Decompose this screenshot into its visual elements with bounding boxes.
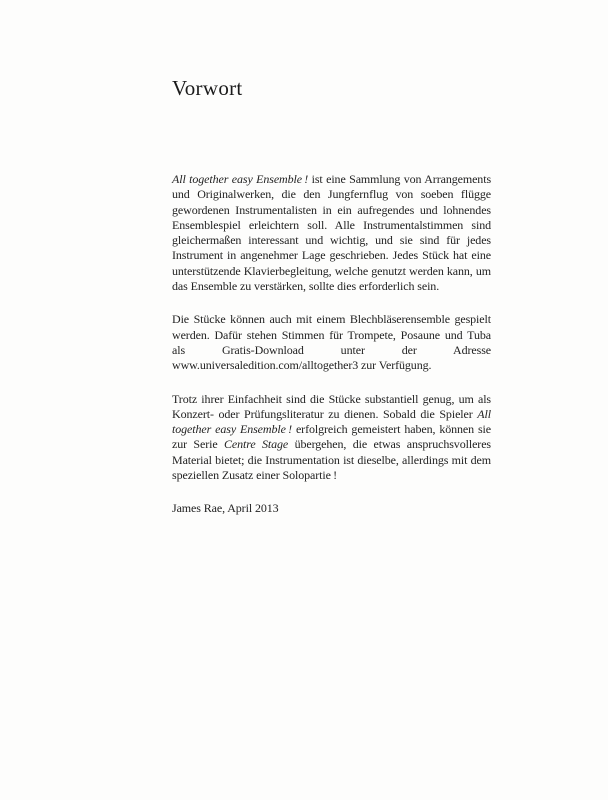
paragraph [172, 172, 491, 294]
italic-text: Centre Stage [223, 437, 289, 452]
italic-text: All together easy Ensemble ! [172, 406, 491, 437]
italic-text: All together easy Ensemble ! [172, 172, 309, 186]
body-text: Die Stücke können auch mit einem Blechbläserensemble gespielt werden. Dafür stehen Stimmen für Trompete, Posaune und Tuba als Gratis-Download unter der Adresse www.universaledition.com/alltogether3 zur Verfügung. [172, 312, 491, 373]
author-signature: James Rae, April 2013 [172, 501, 279, 516]
page-title: Vorwort [172, 76, 243, 100]
body-text: ist eine Sammlung von Arrangements und Originalwerken, die den Jungfernflug von soeben flügge gewordenen Instrumentalisten in ein aufregendes und lohnendes Ensemblespiel erleichtern soll. Alle Instrumentalstimmen sind gleichermaßen interessant und wichtig, und sie sind für jedes Instrument in angenehmer Lage geschrieben. Jedes Stück hat eine unterstützende Klavierbegleitung, welche genutzt werden kann, um das Ensemble zu verstärken, sollte dies erforderlich sein. [172, 172, 492, 294]
text-block [172, 0, 491, 517]
body-text: übergehen, die etwas anspruchsvolleres Material bietet; die Instrumentation ist dieselbe, allerdings mit dem speziellen Zusatz einer Solopartie ! [172, 437, 491, 483]
body-text: Trotz ihrer Einfachheit sind die Stücke substantiell genug, um als Konzert- oder Prüfungsliteratur zu dienen. Sobald die Spieler [172, 391, 491, 421]
paragraph [172, 392, 491, 484]
paragraph [172, 312, 491, 373]
body-text: erfolgreich gemeistert haben, können sie zur Serie [172, 422, 492, 452]
paragraphs [172, 172, 491, 483]
